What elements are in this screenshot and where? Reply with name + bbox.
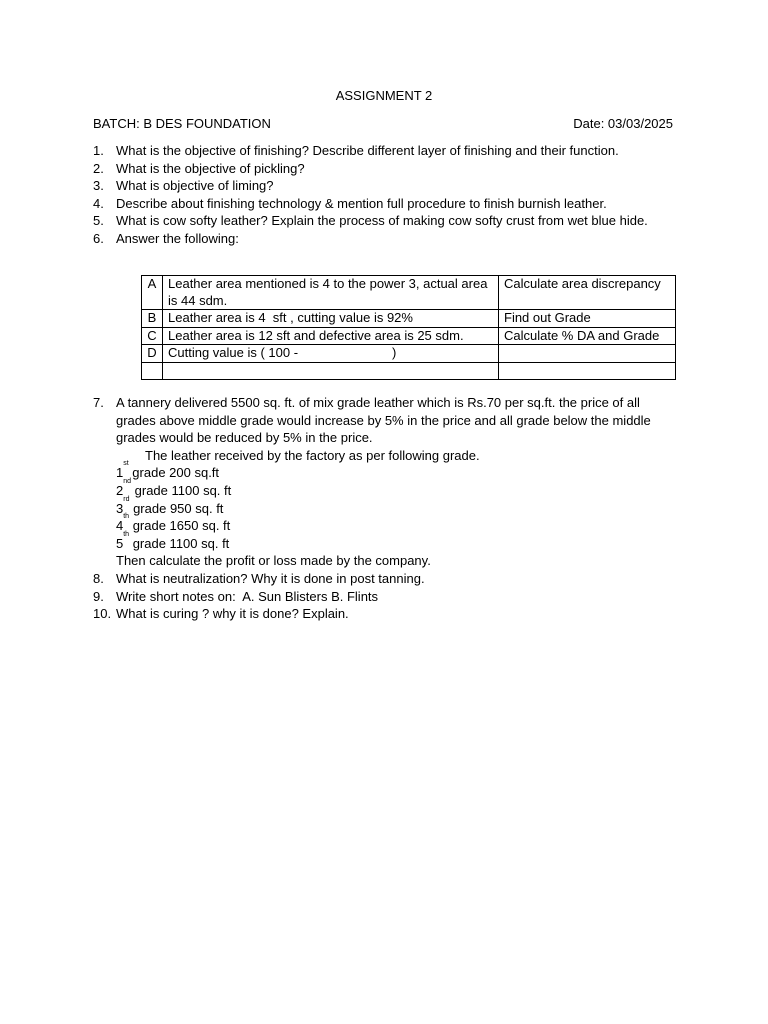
- problem-cell: [163, 362, 499, 379]
- grade-detail: grade 1650 sq. ft: [129, 518, 231, 534]
- question-item: [93, 230, 693, 248]
- question-item: [93, 394, 663, 447]
- question-list-part1: [93, 142, 693, 248]
- table-row: [142, 327, 676, 345]
- row-label: C: [142, 327, 163, 345]
- grade-line: [93, 513, 663, 535]
- question7-conclusion: Then calculate the profit or loss made by the company.: [116, 553, 431, 569]
- batch-date-row: [93, 115, 673, 133]
- question-text: What is cow softy leather? Explain the process of making cow softy crust from wet blue hide.: [116, 213, 648, 229]
- grade-number: 4: [116, 518, 124, 534]
- question-number: 3.: [93, 178, 104, 194]
- question7-intro: The leather received by the factory as per following grade.: [145, 447, 480, 463]
- task-cell: Calculate % DA and Grade: [499, 327, 676, 345]
- question-item: [93, 588, 663, 606]
- question-number: 6.: [93, 230, 104, 246]
- grade-line: [93, 495, 663, 518]
- task-cell: Find out Grade: [499, 310, 676, 328]
- question-text: What is neutralization? Why it is done in post tanning.: [116, 570, 425, 586]
- task-cell: [499, 345, 676, 363]
- problem-cell: Leather area is 4 sft , cutting value is 92%: [163, 310, 499, 328]
- table-row: [142, 276, 676, 310]
- question-item: [93, 605, 663, 623]
- grade-suffix: th: [123, 513, 130, 521]
- task-cell: Calculate area discrepancy: [499, 276, 676, 310]
- date-label: Date: 03/03/2025: [573, 116, 673, 131]
- question-number: 1.: [93, 143, 104, 158]
- problem-cell: Leather area mentioned is 4 to the power 3, actual area is 44 sdm.: [163, 276, 499, 310]
- row-label: D: [142, 345, 163, 363]
- row-label: A: [142, 276, 163, 310]
- question-item: [93, 195, 693, 213]
- grade-line: [93, 477, 663, 500]
- question-list-part2: [93, 394, 663, 623]
- grade-detail: grade 200 sq.ft: [128, 465, 220, 481]
- question-text: A tannery delivered 5500 sq. ft. of mix grade leather which is Rs.70 per sq.ft. the price of all grades above middle grade would increase by 5% in the price and all grade below the middle grades would be reduced by 5% in the price.: [116, 395, 651, 446]
- question-number: 7.: [93, 395, 104, 410]
- grade-suffix: rd: [123, 495, 130, 503]
- answer-table: [141, 275, 676, 380]
- question-number: 5.: [93, 213, 104, 229]
- question-text: What is objective of liming?: [116, 178, 274, 194]
- problem-cell: Leather area is 12 sft and defective area is 25 sdm.: [163, 327, 499, 345]
- problem-cell: Cutting value is ( 100 - ): [163, 345, 499, 363]
- question-text: What is the objective of finishing? Describe different layer of finishing and their function.: [116, 143, 619, 158]
- grade-number: 1: [116, 465, 124, 481]
- grade-detail: grade 950 sq. ft: [129, 500, 224, 516]
- question-number: 2.: [93, 160, 104, 176]
- question-number: 10.: [93, 606, 112, 622]
- grade-number: 5: [116, 535, 124, 551]
- question-text: Write short notes on: A. Sun Blisters B. Flints: [116, 588, 379, 604]
- question-number: 9.: [93, 588, 104, 604]
- question-number: 8.: [93, 570, 104, 586]
- grade-suffix: th: [123, 530, 130, 538]
- table-row: [142, 310, 676, 328]
- grade-suffix: nd: [123, 477, 132, 485]
- assignment-title: ASSIGNMENT 2: [335, 88, 433, 103]
- question-text: What is curing ? why it is done? Explain.: [116, 606, 349, 622]
- grade-detail: grade 1100 sq. ft: [129, 535, 230, 551]
- question-item: [93, 142, 693, 160]
- grade-number: 3: [116, 500, 124, 516]
- table-row: [142, 362, 676, 379]
- grade-line: [93, 460, 663, 482]
- grade-detail: grade 1100 sq. ft: [131, 482, 232, 498]
- question-item: [93, 212, 693, 230]
- question-number: 4.: [93, 195, 104, 211]
- question-item: [93, 160, 693, 178]
- table-row: [142, 345, 676, 363]
- question-text: What is the objective of pickling?: [116, 160, 305, 176]
- question-text: Answer the following:: [116, 230, 239, 246]
- task-cell: [499, 362, 676, 379]
- question-item: [93, 177, 693, 195]
- grade-number: 2: [116, 482, 124, 498]
- question-text: Describe about finishing technology & mention full procedure to finish burnish leather.: [116, 195, 607, 211]
- row-label: [142, 362, 163, 379]
- question-item: [93, 570, 663, 588]
- batch-label: BATCH: B DES FOUNDATION: [93, 116, 271, 131]
- row-label: B: [142, 310, 163, 328]
- grade-line: [93, 530, 663, 553]
- grade-suffix: st: [123, 460, 129, 468]
